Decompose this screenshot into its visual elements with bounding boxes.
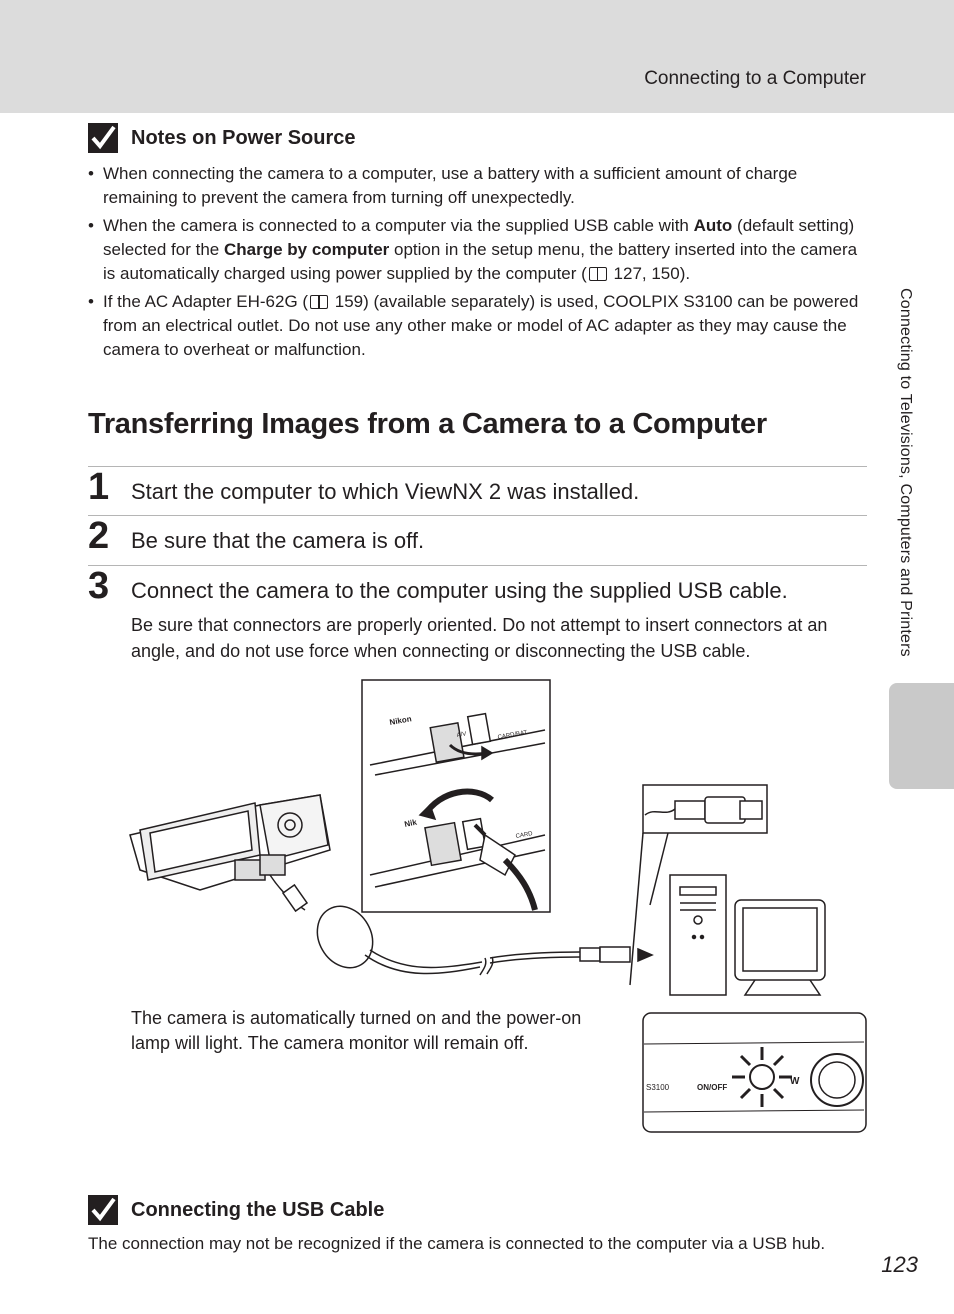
caption: The camera is automatically turned on and the power-on lamp will light. The camera monitor will remain off. [131, 1008, 582, 1053]
step-number: 1 [88, 466, 110, 508]
step-2 [88, 515, 424, 558]
list-item: • When connecting the camera to a computer, use a battery with a sufficient amount of charge remaining to prevent the camera from turning off unexpectedly. [88, 162, 868, 210]
step-number: 3 [88, 565, 110, 607]
zoom-w-label: W [790, 1076, 800, 1087]
running-head: Connecting to a Computer [644, 68, 866, 89]
check-icon [88, 1195, 118, 1225]
notes-power-list [88, 162, 868, 366]
step-number: 2 [88, 515, 110, 557]
step-3-description: Be sure that connectors are properly oriented. Do not attempt to insert connectors at an angle, and do not use force when connecting or disconnecting the USB cable. [131, 615, 828, 661]
notes-usb-text: The connection may not be recognized if the camera is connected to the computer via a USB hub. [88, 1234, 826, 1253]
book-reference-icon [589, 267, 607, 281]
side-tab-label: Connecting to Televisions, Computers and Printers [897, 288, 914, 657]
step-text: Start the computer to which ViewNX 2 was installed. [131, 479, 640, 504]
brand-label-cut: Nik [403, 817, 418, 829]
book-reference-icon [310, 295, 328, 309]
av-port-label: A/V [456, 731, 467, 739]
check-icon [88, 123, 118, 153]
notes-power-heading [88, 123, 356, 153]
section-title: Transferring Images from a Camera to a Computer [88, 408, 767, 440]
notes-usb-heading [88, 1195, 384, 1225]
header-band [0, 0, 954, 113]
list-item: • When the camera is connected to a computer via the supplied USB cable with Auto (default setting) selected for the Charge by computer option in the setup menu, the battery inserted into the camera is automatically charged using power supplied by the computer ( 127, 150). [88, 214, 868, 286]
step-text: Connect the camera to the computer using the supplied USB cable. [131, 578, 788, 603]
card-label: CARD [515, 831, 534, 840]
list-item: • If the AC Adapter EH-62G ( 159) (available separately) is used, COOLPIX S3100 can be powered from an electrical outlet. Do not use any other make or model of AC adapter as they may cause the camera to overheat or malfunction. [88, 290, 868, 362]
page-number: 123 [881, 1252, 918, 1277]
usb-connection-illustration [120, 675, 880, 1005]
card-bat-label: CARD/BAT [497, 729, 528, 741]
model-label: S3100 [646, 1083, 670, 1092]
step-text: Be sure that the camera is off. [131, 528, 425, 553]
notes-power-title: Notes on Power Source [131, 126, 356, 149]
on-off-label: ON/OFF [697, 1083, 728, 1092]
notes-usb-title: Connecting the USB Cable [131, 1198, 385, 1221]
side-tab [889, 683, 954, 789]
step-1 [88, 466, 639, 509]
step-3 [88, 565, 788, 608]
power-lamp-illustration [642, 1012, 867, 1133]
brand-label: Nikon [388, 714, 413, 727]
